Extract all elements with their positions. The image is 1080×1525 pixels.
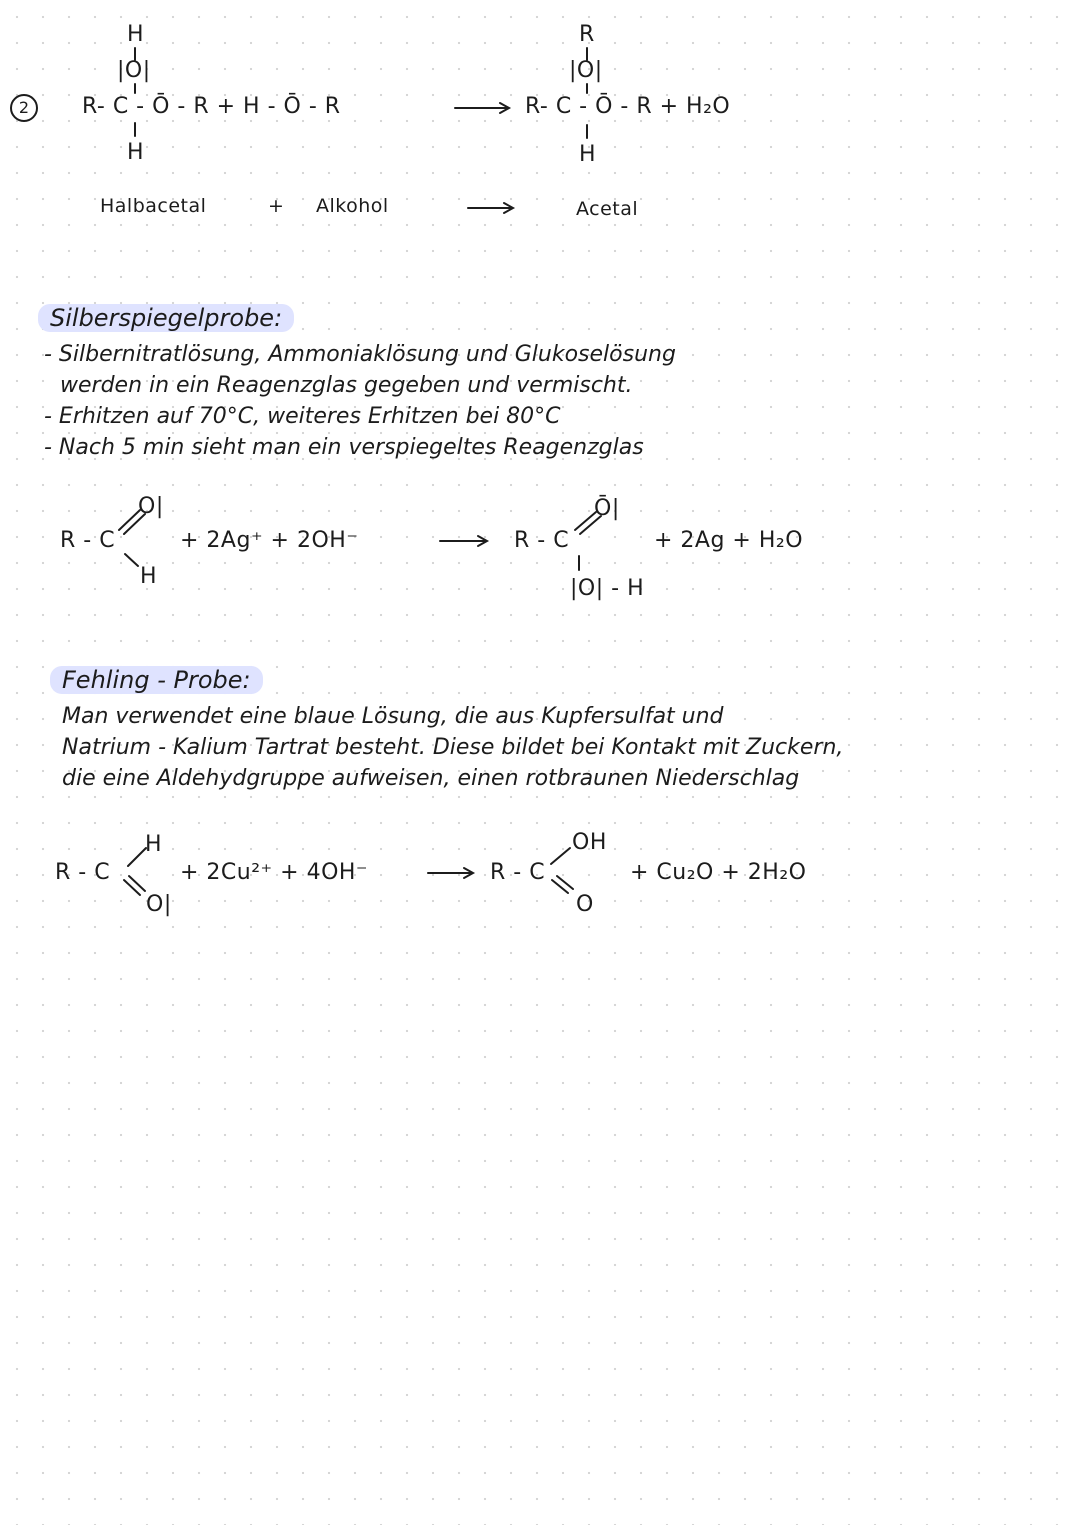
bond-line: [128, 848, 146, 866]
silver-products: + 2Ag + H₂O: [654, 528, 804, 553]
fehling-probe-heading: Fehling - Probe:: [50, 666, 263, 694]
fehling-products: + Cu₂O + 2H₂O: [630, 860, 807, 885]
product-bottom-h: H: [579, 142, 597, 167]
text-line: werden in ein Reagenzglas gegeben und vermischt.: [60, 373, 633, 398]
fehling-acid-oh: OH: [572, 830, 607, 855]
fehling-acid-o: O: [576, 892, 594, 917]
text-line: die eine Aldehydgruppe aufweisen, einen rotbraunen Niederschlag: [62, 766, 800, 791]
fehling-probe-text: [62, 701, 843, 794]
label-plus: +: [268, 195, 285, 217]
text-line: Natrium - Kalium Tartrat besteht. Diese bildet bei Kontakt mit Zuckern,: [62, 735, 844, 760]
fehling-aldehyde-o: O|: [146, 892, 172, 917]
acid-o: Ō|: [594, 496, 620, 521]
label-acetal: Acetal: [576, 198, 639, 220]
bond-line: [124, 880, 140, 895]
step-number-badge: 2: [10, 94, 38, 122]
acetal-equation: R- C - Ō - R + H₂O: [525, 94, 731, 119]
fehling-aldehyde-h: H: [145, 832, 163, 857]
text-line: - Nach 5 min sieht man ein verspiegeltes Reagenzglas: [44, 435, 644, 460]
bond-line: [125, 554, 138, 566]
aldehyde-rc: R - C: [60, 528, 116, 553]
label-halbacetal: Halbacetal: [100, 195, 207, 217]
text-line: - Erhitzen auf 70°C, weiteres Erhitzen bei 80°C: [44, 404, 561, 429]
fehling-acid-rc: R - C: [490, 860, 546, 885]
fehling-reagents: + 2Cu²⁺ + 4OH⁻: [180, 860, 369, 885]
hemiacetal-equation: R- C - Ō - R + H - Ō - R: [82, 94, 341, 119]
hemiacetal-top-o: |O|: [117, 58, 151, 83]
bond-line: [119, 510, 140, 530]
acid-oh: |O| - H: [570, 576, 645, 601]
product-top-o: |O|: [569, 58, 603, 83]
acid-rc: R - C: [514, 528, 570, 553]
label-alkohol: Alkohol: [316, 195, 389, 217]
silberspiegelprobe-heading: Silberspiegelprobe:: [38, 304, 294, 332]
hemiacetal-top-h: H: [127, 22, 145, 47]
text-line: Man verwendet eine blaue Lösung, die aus Kupfersulfat und: [62, 704, 724, 729]
bond-line: [575, 512, 596, 530]
aldehyde-h: H: [140, 564, 158, 589]
product-top-r: R: [579, 22, 595, 47]
silver-reagents: + 2Ag⁺ + 2OH⁻: [180, 528, 359, 553]
text-line: - Silbernitratlösung, Ammoniaklösung und Glukoselösung: [44, 342, 676, 367]
bond-line: [551, 848, 570, 864]
bond-line: [129, 876, 145, 891]
silberspiegelprobe-text: [44, 339, 676, 463]
hemiacetal-bottom-h: H: [127, 140, 145, 165]
fehling-aldehyde-rc: R - C: [55, 860, 111, 885]
aldehyde-o: O|: [138, 494, 164, 519]
